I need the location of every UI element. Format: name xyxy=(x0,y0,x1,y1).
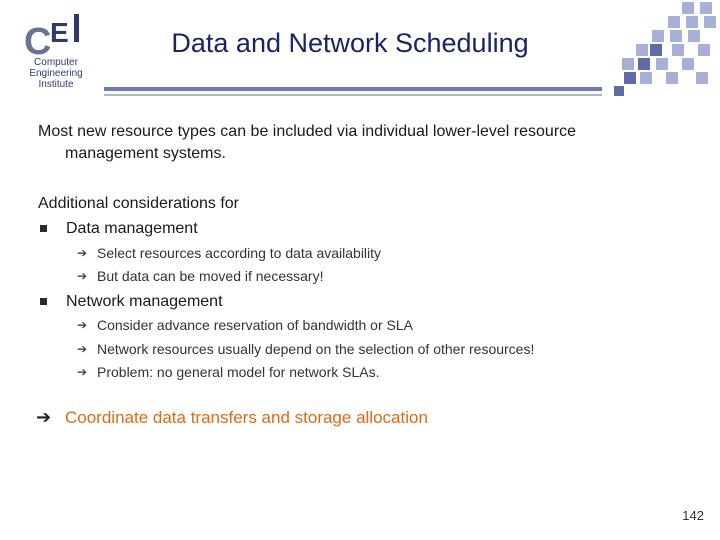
decorative-grid-pattern xyxy=(612,0,720,100)
intro-line-2: management systems. xyxy=(65,145,226,162)
logo-text-line2: Engineering xyxy=(29,68,83,79)
square-bullet-icon xyxy=(40,298,47,305)
sublist-item: Consider advance reservation of bandwidth or SLA xyxy=(97,317,413,333)
cei-logo xyxy=(18,12,94,94)
intro-line-1: Most new resource types can be included via individual lower-level resource xyxy=(38,123,577,140)
cei-logo-mark xyxy=(22,12,90,58)
conclusion-arrow-icon: ➔ xyxy=(36,407,52,427)
title-underline-secondary xyxy=(104,94,602,96)
slide-title: Data and Network Scheduling xyxy=(171,28,529,58)
sublist-item: But data can be moved if necessary! xyxy=(97,268,324,284)
page-number: 142 xyxy=(682,508,704,523)
sublist-item: Problem: no general model for network SLAs. xyxy=(97,364,380,380)
arrow-bullet-icon: ➔ xyxy=(77,342,88,356)
arrow-bullet-icon: ➔ xyxy=(77,365,88,379)
arrow-bullet-icon: ➔ xyxy=(77,269,88,283)
considerations-heading: Additional considerations for xyxy=(38,195,240,212)
conclusion-text: Coordinate data transfers and storage allocation xyxy=(65,408,428,427)
arrow-bullet-icon: ➔ xyxy=(77,246,88,260)
intro-paragraph xyxy=(38,121,678,165)
square-bullet-icon xyxy=(40,225,47,232)
list-item-network-management: Network management xyxy=(66,293,223,310)
svg-text:E: E xyxy=(50,17,69,48)
sublist-item: Network resources usually depend on the selection of other resources! xyxy=(97,341,535,357)
logo-text-line1: Computer xyxy=(34,57,78,68)
title-underline xyxy=(104,87,602,91)
list-item-data-management: Data management xyxy=(66,220,198,237)
svg-text:C: C xyxy=(24,21,52,58)
logo-text-line3: Institute xyxy=(38,79,74,90)
sublist-item: Select resources according to data availability xyxy=(97,245,382,261)
arrow-bullet-icon: ➔ xyxy=(77,318,88,332)
